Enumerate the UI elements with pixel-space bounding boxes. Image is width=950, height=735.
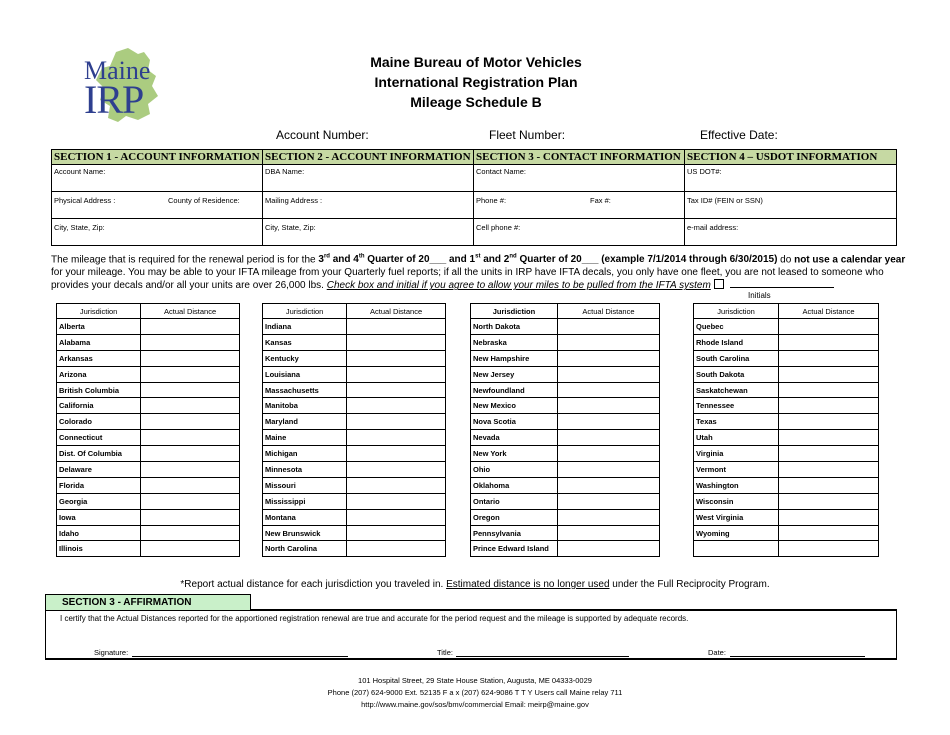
jurisdiction-name: New Jersey (471, 366, 558, 382)
jurisdiction-name: Delaware (57, 462, 141, 478)
jurisdiction-name: Alberta (57, 319, 141, 335)
table-row (694, 366, 879, 382)
table-row (57, 414, 240, 430)
jurisdiction-name: Washington (694, 477, 779, 493)
actual-distance-input[interactable] (557, 525, 659, 541)
instructions-line-1: The mileage that is required for the renewal period is for the 3rd and 4th Quarter of 20___ and 1st and 2nd Quarter of 20___ (example 7/1/2014 through 6/30/2015) do not use a calendar year (51, 254, 906, 266)
actual-distance-input[interactable] (347, 493, 446, 509)
table-row (471, 398, 660, 414)
actual-distance-input[interactable] (141, 541, 240, 557)
jurisdiction-name: Wisconsin (694, 493, 779, 509)
jurisdiction-name: Iowa (57, 509, 141, 525)
actual-distance-input[interactable] (557, 541, 659, 557)
actual-distance-input[interactable] (779, 366, 879, 382)
actual-distance-input[interactable] (141, 366, 240, 382)
effective-date-label: Effective Date: (700, 128, 778, 142)
actual-distance-input[interactable] (557, 446, 659, 462)
actual-distance-input[interactable] (141, 525, 240, 541)
table-row (57, 334, 240, 350)
actual-distance-input[interactable] (557, 366, 659, 382)
jurisdiction-name: Rhode Island (694, 334, 779, 350)
account-name-field[interactable]: Account Name: (52, 165, 262, 192)
table-row (694, 509, 879, 525)
table-row (57, 319, 240, 335)
actual-distance-input[interactable] (347, 334, 446, 350)
actual-distance-input[interactable] (347, 477, 446, 493)
table-row (694, 493, 879, 509)
actual-distance-input[interactable] (347, 398, 446, 414)
actual-distance-column-header: Actual Distance (557, 304, 659, 319)
table-row (471, 334, 660, 350)
table-row (694, 382, 879, 398)
jurisdiction-name: Arkansas (57, 350, 141, 366)
actual-distance-input[interactable] (557, 462, 659, 478)
table-row (57, 430, 240, 446)
table-row (694, 334, 879, 350)
footer-web-email: http://www.maine.gov/sos/bmv/commercial Email: meirp@maine.gov (361, 700, 589, 709)
table-row (263, 334, 446, 350)
jurisdiction-name: Missouri (263, 477, 347, 493)
actual-distance-column-header: Actual Distance (779, 304, 879, 319)
jurisdiction-name: Virginia (694, 446, 779, 462)
table-row (263, 366, 446, 382)
actual-distance-input[interactable] (779, 414, 879, 430)
jurisdiction-name: Maryland (263, 414, 347, 430)
jurisdiction-table-1 (56, 303, 240, 557)
table-row (263, 541, 446, 557)
jurisdiction-name: Mississippi (263, 493, 347, 509)
jurisdiction-name: Manitoba (263, 398, 347, 414)
table-row (471, 366, 660, 382)
actual-distance-input[interactable] (347, 509, 446, 525)
jurisdiction-name: North Dakota (471, 319, 558, 335)
actual-distance-column-header: Actual Distance (347, 304, 446, 319)
initials-input[interactable] (730, 279, 834, 288)
actual-distance-input[interactable] (557, 319, 659, 335)
city-state-zip-field-1[interactable]: City, State, Zip: (54, 223, 105, 232)
initials-label: Initials (748, 291, 771, 300)
table-row (263, 525, 446, 541)
actual-distance-input[interactable] (779, 525, 879, 541)
actual-distance-input[interactable] (779, 509, 879, 525)
actual-distance-input[interactable] (557, 477, 659, 493)
table-row (57, 382, 240, 398)
contact-name-field[interactable]: Contact Name: (474, 165, 684, 192)
actual-distance-input[interactable] (347, 366, 446, 382)
table-row (263, 398, 446, 414)
maine-irp-logo (78, 46, 178, 124)
ifta-consent-checkbox[interactable] (714, 279, 724, 289)
jurisdiction-name: Montana (263, 509, 347, 525)
jurisdiction-column-header: Jurisdiction (263, 304, 347, 319)
table-header-row (263, 304, 446, 319)
table-row (694, 446, 879, 462)
fax-label: Fax #: (590, 196, 611, 205)
table-row (471, 493, 660, 509)
jurisdiction-name: South Dakota (694, 366, 779, 382)
table-row (263, 462, 446, 478)
table-row (57, 462, 240, 478)
instructions-line-2: for your mileage. You may be able to your IFTA mileage from your Quarterly fuel reports; if all the units in IRP have IFTA decals, you only have one fleet, you are not leased to someone who (51, 267, 884, 279)
title-input[interactable] (456, 656, 629, 657)
table-header-row (471, 304, 660, 319)
actual-distance-input[interactable] (347, 525, 446, 541)
table-row (263, 493, 446, 509)
account-info-sections (51, 149, 897, 246)
table-row (263, 446, 446, 462)
footer-address: 101 Hospital Street, 29 State House Station, Augusta, ME 04333-0029 (358, 676, 592, 685)
usdot-field[interactable]: US DOT#: (685, 165, 896, 192)
actual-distance-input[interactable] (141, 446, 240, 462)
actual-distance-input[interactable] (557, 414, 659, 430)
table-row (471, 541, 660, 557)
table-row (57, 398, 240, 414)
section-1-title: SECTION 1 - ACCOUNT INFORMATION (52, 150, 262, 165)
actual-distance-input[interactable] (557, 509, 659, 525)
section-2-title: SECTION 2 - ACCOUNT INFORMATION (263, 150, 473, 165)
section-3 (474, 150, 685, 245)
email-field[interactable]: e-mail address: (687, 223, 739, 232)
actual-distance-input[interactable] (141, 430, 240, 446)
table-row (57, 493, 240, 509)
actual-distance-input[interactable] (557, 350, 659, 366)
actual-distance-input[interactable] (141, 319, 240, 335)
footer-phone: Phone (207) 624-9000 Ext. 52135 F a x (207) 624-9086 T T Y Users call Maine relay 711 (327, 688, 623, 697)
actual-distance-input[interactable] (347, 541, 446, 557)
jurisdiction-name: Louisiana (263, 366, 347, 382)
section-2 (263, 150, 474, 245)
table-row (694, 430, 879, 446)
instructions-paragraph (51, 251, 906, 292)
jurisdiction-name: Oregon (471, 509, 558, 525)
actual-distance-input[interactable] (557, 493, 659, 509)
signature-input[interactable] (132, 656, 348, 657)
table-row (471, 477, 660, 493)
actual-distance-input[interactable] (141, 334, 240, 350)
distance-footnote: *Report actual distance for each jurisdiction you traveled in. Estimated distance is no longer used under the Full Reciprocity Program. (180, 579, 770, 590)
city-state-zip-field-2[interactable]: City, State, Zip: (265, 223, 316, 232)
actual-distance-input[interactable] (557, 334, 659, 350)
jurisdiction-name: Prince Edward Island (471, 541, 558, 557)
jurisdiction-name: Maine (263, 430, 347, 446)
jurisdiction-table-2 (262, 303, 446, 557)
jurisdiction-name: Arizona (57, 366, 141, 382)
physical-address-field[interactable]: Physical Address : County of Residence: (52, 192, 262, 219)
jurisdiction-name: California (57, 398, 141, 414)
date-input[interactable] (730, 656, 865, 657)
jurisdiction-name: Michigan (263, 446, 347, 462)
jurisdiction-name: New York (471, 446, 558, 462)
actual-distance-input[interactable] (779, 493, 879, 509)
jurisdiction-name: West Virginia (694, 509, 779, 525)
jurisdiction-name: Nevada (471, 430, 558, 446)
actual-distance-input[interactable] (347, 319, 446, 335)
dba-name-field[interactable]: DBA Name: (263, 165, 473, 192)
actual-distance-input[interactable] (779, 350, 879, 366)
actual-distance-input[interactable] (557, 382, 659, 398)
table-row (263, 477, 446, 493)
table-row (263, 414, 446, 430)
title-irp: International Registration Plan (374, 74, 578, 90)
actual-distance-input[interactable] (347, 446, 446, 462)
jurisdiction-name: Saskatchewan (694, 382, 779, 398)
jurisdiction-column-header: Jurisdiction (57, 304, 141, 319)
table-row (263, 509, 446, 525)
table-row (471, 430, 660, 446)
actual-distance-input[interactable] (557, 430, 659, 446)
account-number-label: Account Number: (276, 128, 369, 142)
actual-distance-column-header: Actual Distance (141, 304, 240, 319)
jurisdiction-name: New Hampshire (471, 350, 558, 366)
jurisdiction-name: Tennessee (694, 398, 779, 414)
table-row (471, 525, 660, 541)
table-row (471, 382, 660, 398)
section-4-title: SECTION 4 – USDOT INFORMATION (685, 150, 896, 165)
title-label: Title: (437, 648, 453, 657)
jurisdiction-name: Quebec (694, 319, 779, 335)
instructions-line-3: provides your decals and/or all your units are over 26,000 lbs. Check box and initial if you agree to allow your miles to be pulled from the IFTA system (51, 279, 901, 292)
actual-distance-input[interactable] (779, 398, 879, 414)
actual-distance-input[interactable] (779, 446, 879, 462)
jurisdiction-name: Newfoundland (471, 382, 558, 398)
table-row (57, 446, 240, 462)
date-label: Date: (708, 648, 726, 657)
actual-distance-input[interactable] (779, 430, 879, 446)
jurisdiction-name: British Columbia (57, 382, 141, 398)
jurisdiction-name: Colorado (57, 414, 141, 430)
phone-field[interactable]: Phone #: Fax #: (474, 192, 684, 219)
table-header-row (57, 304, 240, 319)
actual-distance-input[interactable] (141, 509, 240, 525)
table-row (471, 446, 660, 462)
jurisdiction-name: Nova Scotia (471, 414, 558, 430)
actual-distance-input[interactable] (141, 477, 240, 493)
actual-distance-input[interactable] (141, 350, 240, 366)
table-row (694, 350, 879, 366)
jurisdiction-name: Wyoming (694, 525, 779, 541)
jurisdiction-column-header: Jurisdiction (694, 304, 779, 319)
table-row (471, 350, 660, 366)
county-of-residence-label: County of Residence: (168, 196, 240, 205)
jurisdiction-name: Kentucky (263, 350, 347, 366)
table-row (694, 462, 879, 478)
actual-distance-input[interactable] (347, 462, 446, 478)
actual-distance-input[interactable] (557, 398, 659, 414)
jurisdiction-name: Minnesota (263, 462, 347, 478)
jurisdiction-name: Ohio (471, 462, 558, 478)
logo-text-irp: IRP (84, 77, 144, 122)
jurisdiction-name: Idaho (57, 525, 141, 541)
actual-distance-input[interactable] (141, 398, 240, 414)
jurisdiction-table-4 (693, 303, 879, 557)
cell-phone-field[interactable]: Cell phone #: (476, 223, 521, 232)
actual-distance-input[interactable] (779, 462, 879, 478)
jurisdiction-name: New Brunswick (263, 525, 347, 541)
table-row (57, 509, 240, 525)
fleet-number-label: Fleet Number: (489, 128, 566, 142)
jurisdiction-name: Alabama (57, 334, 141, 350)
jurisdiction-name: Utah (694, 430, 779, 446)
tax-id-field[interactable]: Tax ID# (FEIN or SSN) (685, 192, 896, 219)
table-header-row (694, 304, 879, 319)
jurisdiction-name (694, 541, 779, 557)
actual-distance-input[interactable] (141, 414, 240, 430)
actual-distance-input[interactable] (347, 414, 446, 430)
actual-distance-input[interactable] (347, 350, 446, 366)
jurisdiction-name: Nebraska (471, 334, 558, 350)
jurisdiction-name: Massachusetts (263, 382, 347, 398)
logo-text-maine: Maine (84, 56, 151, 85)
jurisdiction-table-3 (470, 303, 660, 557)
table-row (694, 477, 879, 493)
table-row (263, 430, 446, 446)
jurisdiction-name: Pennsylvania (471, 525, 558, 541)
jurisdiction-column-header: Jurisdiction (471, 304, 558, 319)
table-row (471, 319, 660, 335)
actual-distance-input[interactable] (347, 430, 446, 446)
actual-distance-input[interactable] (779, 334, 879, 350)
table-row (694, 525, 879, 541)
actual-distance-input[interactable] (779, 382, 879, 398)
table-row (471, 462, 660, 478)
affirmation-statement: I certify that the Actual Distances reported for the apportioned registration renewal are true and accurate for the period request and the mileage is supported by adequate records. (60, 614, 689, 623)
table-row (694, 319, 879, 335)
jurisdiction-name: Georgia (57, 493, 141, 509)
affirmation-title: SECTION 3 - AFFIRMATION (45, 594, 251, 610)
jurisdiction-name: South Carolina (694, 350, 779, 366)
jurisdiction-name: Kansas (263, 334, 347, 350)
table-row (57, 525, 240, 541)
jurisdiction-name: Florida (57, 477, 141, 493)
table-row (471, 509, 660, 525)
mailing-address-field[interactable]: Mailing Address : (263, 192, 473, 219)
jurisdiction-name: North Carolina (263, 541, 347, 557)
table-row (57, 366, 240, 382)
actual-distance-input[interactable] (779, 319, 879, 335)
title-bureau: Maine Bureau of Motor Vehicles (370, 54, 582, 70)
jurisdiction-name: Connecticut (57, 430, 141, 446)
jurisdiction-name: Illinois (57, 541, 141, 557)
table-row (694, 414, 879, 430)
section-4 (685, 150, 896, 245)
actual-distance-input[interactable] (779, 541, 879, 557)
table-row (263, 319, 446, 335)
jurisdiction-name: Indiana (263, 319, 347, 335)
table-row (694, 541, 879, 557)
actual-distance-input[interactable] (141, 462, 240, 478)
title-schedule: Mileage Schedule B (410, 94, 542, 110)
table-row (471, 414, 660, 430)
table-row (57, 541, 240, 557)
actual-distance-input[interactable] (141, 493, 240, 509)
table-row (57, 350, 240, 366)
jurisdiction-name: Dist. Of Columbia (57, 446, 141, 462)
table-row (263, 382, 446, 398)
table-row (694, 398, 879, 414)
actual-distance-input[interactable] (347, 382, 446, 398)
jurisdiction-name: Ontario (471, 493, 558, 509)
actual-distance-input[interactable] (779, 477, 879, 493)
jurisdiction-name: Vermont (694, 462, 779, 478)
section-1 (52, 150, 263, 245)
section-3-title: SECTION 3 - CONTACT INFORMATION (474, 150, 684, 165)
table-row (57, 477, 240, 493)
table-row (263, 350, 446, 366)
jurisdiction-name: Texas (694, 414, 779, 430)
actual-distance-input[interactable] (141, 382, 240, 398)
jurisdiction-name: Oklahoma (471, 477, 558, 493)
jurisdiction-name: New Mexico (471, 398, 558, 414)
signature-label: Signature: (94, 648, 129, 657)
